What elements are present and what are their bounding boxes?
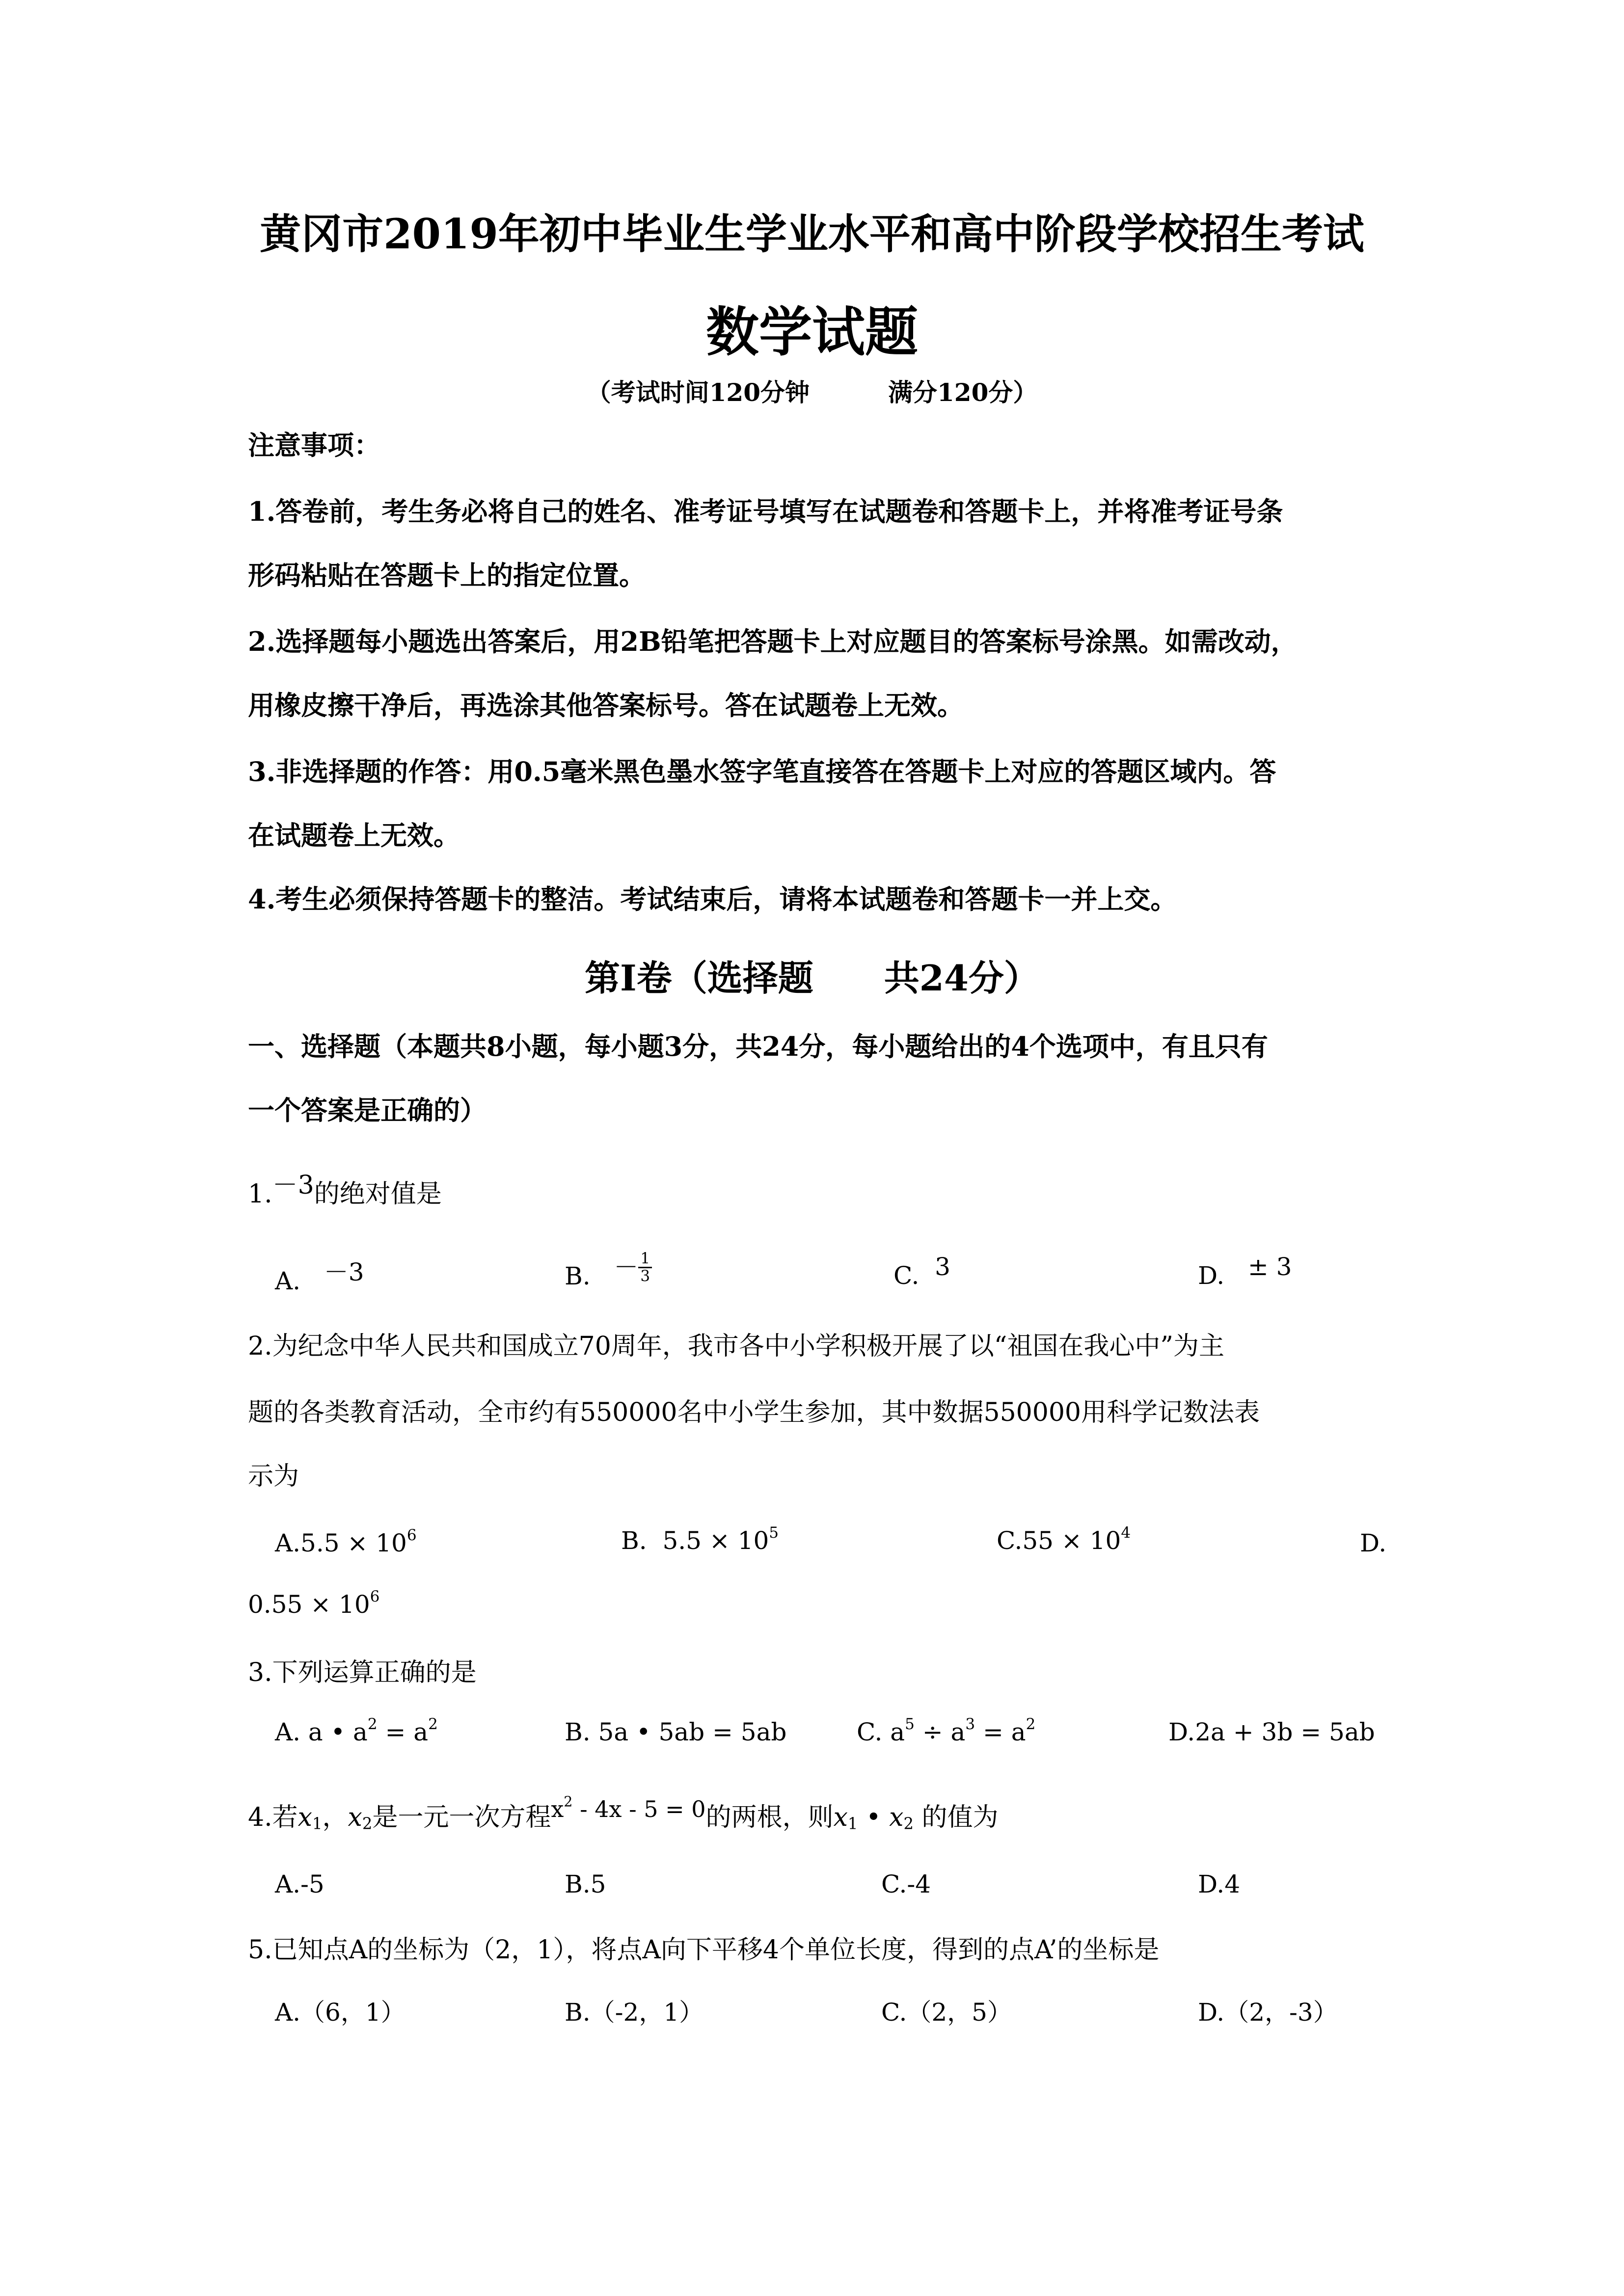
q2-option-d: $0.55 \times 10^6$ <box>248 1587 380 1619</box>
notice-line: 1.答卷前，考生务必将自己的姓名、准考证号填写在试题卷和答题卡上，并将准考证号条 <box>248 496 1283 527</box>
exam-title: 黄冈市2019年初中毕业生学业水平和高中阶段学校招生考试 <box>260 210 1364 258</box>
q4-option-a: A.-5 <box>275 1870 325 1898</box>
question-3: 3.下列运算正确的是 <box>248 1658 477 1687</box>
notice-line: 3.非选择题的作答：用0.5毫米黑色墨水签字笔直接答在答题卡上对应的答题区域内。答 <box>248 756 1276 787</box>
q1-expression: －3 <box>272 1171 314 1200</box>
q1-option-d: D. ± 3 <box>1198 1253 1292 1290</box>
notice-line: 2.选择题每小题选出答案后，用2B铅笔把答题卡上对应题目的答案标号涂黑。如需改动， <box>248 626 1298 657</box>
q1-option-a: A. －3 <box>275 1258 364 1295</box>
q4-option-c: C.-4 <box>881 1870 931 1898</box>
full-score: 满分120分） <box>888 378 1038 407</box>
exam-time: （考试时间120分钟 <box>586 378 810 407</box>
question-2: 2.为纪念中华人民共和国成立70周年，我市各中小学积极开展了以“祖国在我心中”为主 <box>248 1332 1224 1361</box>
question-5: 5.已知点A的坐标为（2，1），将点A向下平移4个单位长度，得到的点A’的坐标是 <box>248 1935 1160 1965</box>
q3-option-b: B. 5a • 5ab = 5ab <box>565 1718 787 1746</box>
notice-heading: 注意事项： <box>248 429 380 461</box>
q3-option-d: D.2a + 3b = 5ab <box>1168 1718 1375 1746</box>
q2-option-d-label: D. <box>1360 1529 1387 1557</box>
q5-option-d: D.（2，-3） <box>1198 1998 1338 2027</box>
q2-option-c: $C.55 \times 10^4$ <box>997 1523 1131 1555</box>
notice-line: 形码粘贴在答题卡上的指定位置。 <box>248 560 646 591</box>
q5-option-b: B.（-2，1） <box>565 1998 704 2027</box>
q2-option-b: B. $5.5 \times 10^5$ <box>621 1523 779 1555</box>
question-1: 1.－3的绝对值是 <box>248 1171 442 1209</box>
section-intro: 一个答案是正确的） <box>248 1095 487 1126</box>
notice-line: 4.考生必须保持答题卡的整洁。考试结束后，请将本试题卷和答题卡一并上交。 <box>248 883 1177 915</box>
q1-option-c: C. 3 <box>893 1253 950 1290</box>
q4-option-d: D.4 <box>1198 1870 1241 1898</box>
notice-line: 用橡皮擦干净后，再选涂其他答案标号。答在试题卷上无效。 <box>248 690 964 721</box>
q5-option-a: A.（6，1） <box>275 1998 406 2027</box>
question-2-line3: 示为 <box>248 1462 299 1491</box>
q3-option-c: C. $a^5 \div a^3 = a^2$ <box>857 1715 1036 1746</box>
q2-option-a: $A.5.5 \times 10^6$ <box>275 1526 417 1557</box>
q1-option-b: B. － $\frac{1}{3}$ <box>565 1256 652 1295</box>
q4-option-b: B.5 <box>565 1870 606 1898</box>
exam-subtitle: 数学试题 <box>705 301 918 363</box>
section-intro: 一、选择题（本题共8小题，每小题3分，共24分，每小题给出的4个选项中，有且只有 <box>248 1031 1268 1062</box>
question-2-line2: 题的各类教育活动，全市约有550000名中小学生参加，其中数据550000用科学记数法表 <box>248 1398 1260 1427</box>
q3-option-a: A. a • $a^2 = a^2$ <box>275 1715 438 1746</box>
section-title: 第Ⅰ卷（选择题 共24分） <box>585 957 1039 999</box>
exam-info <box>0 373 1624 408</box>
question-4: 4.若$x_1$，$x_2$是一元一次方程$x^2 - 4x - 5 = 0$的两根，则$x_1$ • $x_2$ 的值为 <box>248 1793 999 1833</box>
notice-line: 在试题卷上无效。 <box>248 820 460 851</box>
q5-option-c: C.（2，5） <box>881 1998 1012 2027</box>
